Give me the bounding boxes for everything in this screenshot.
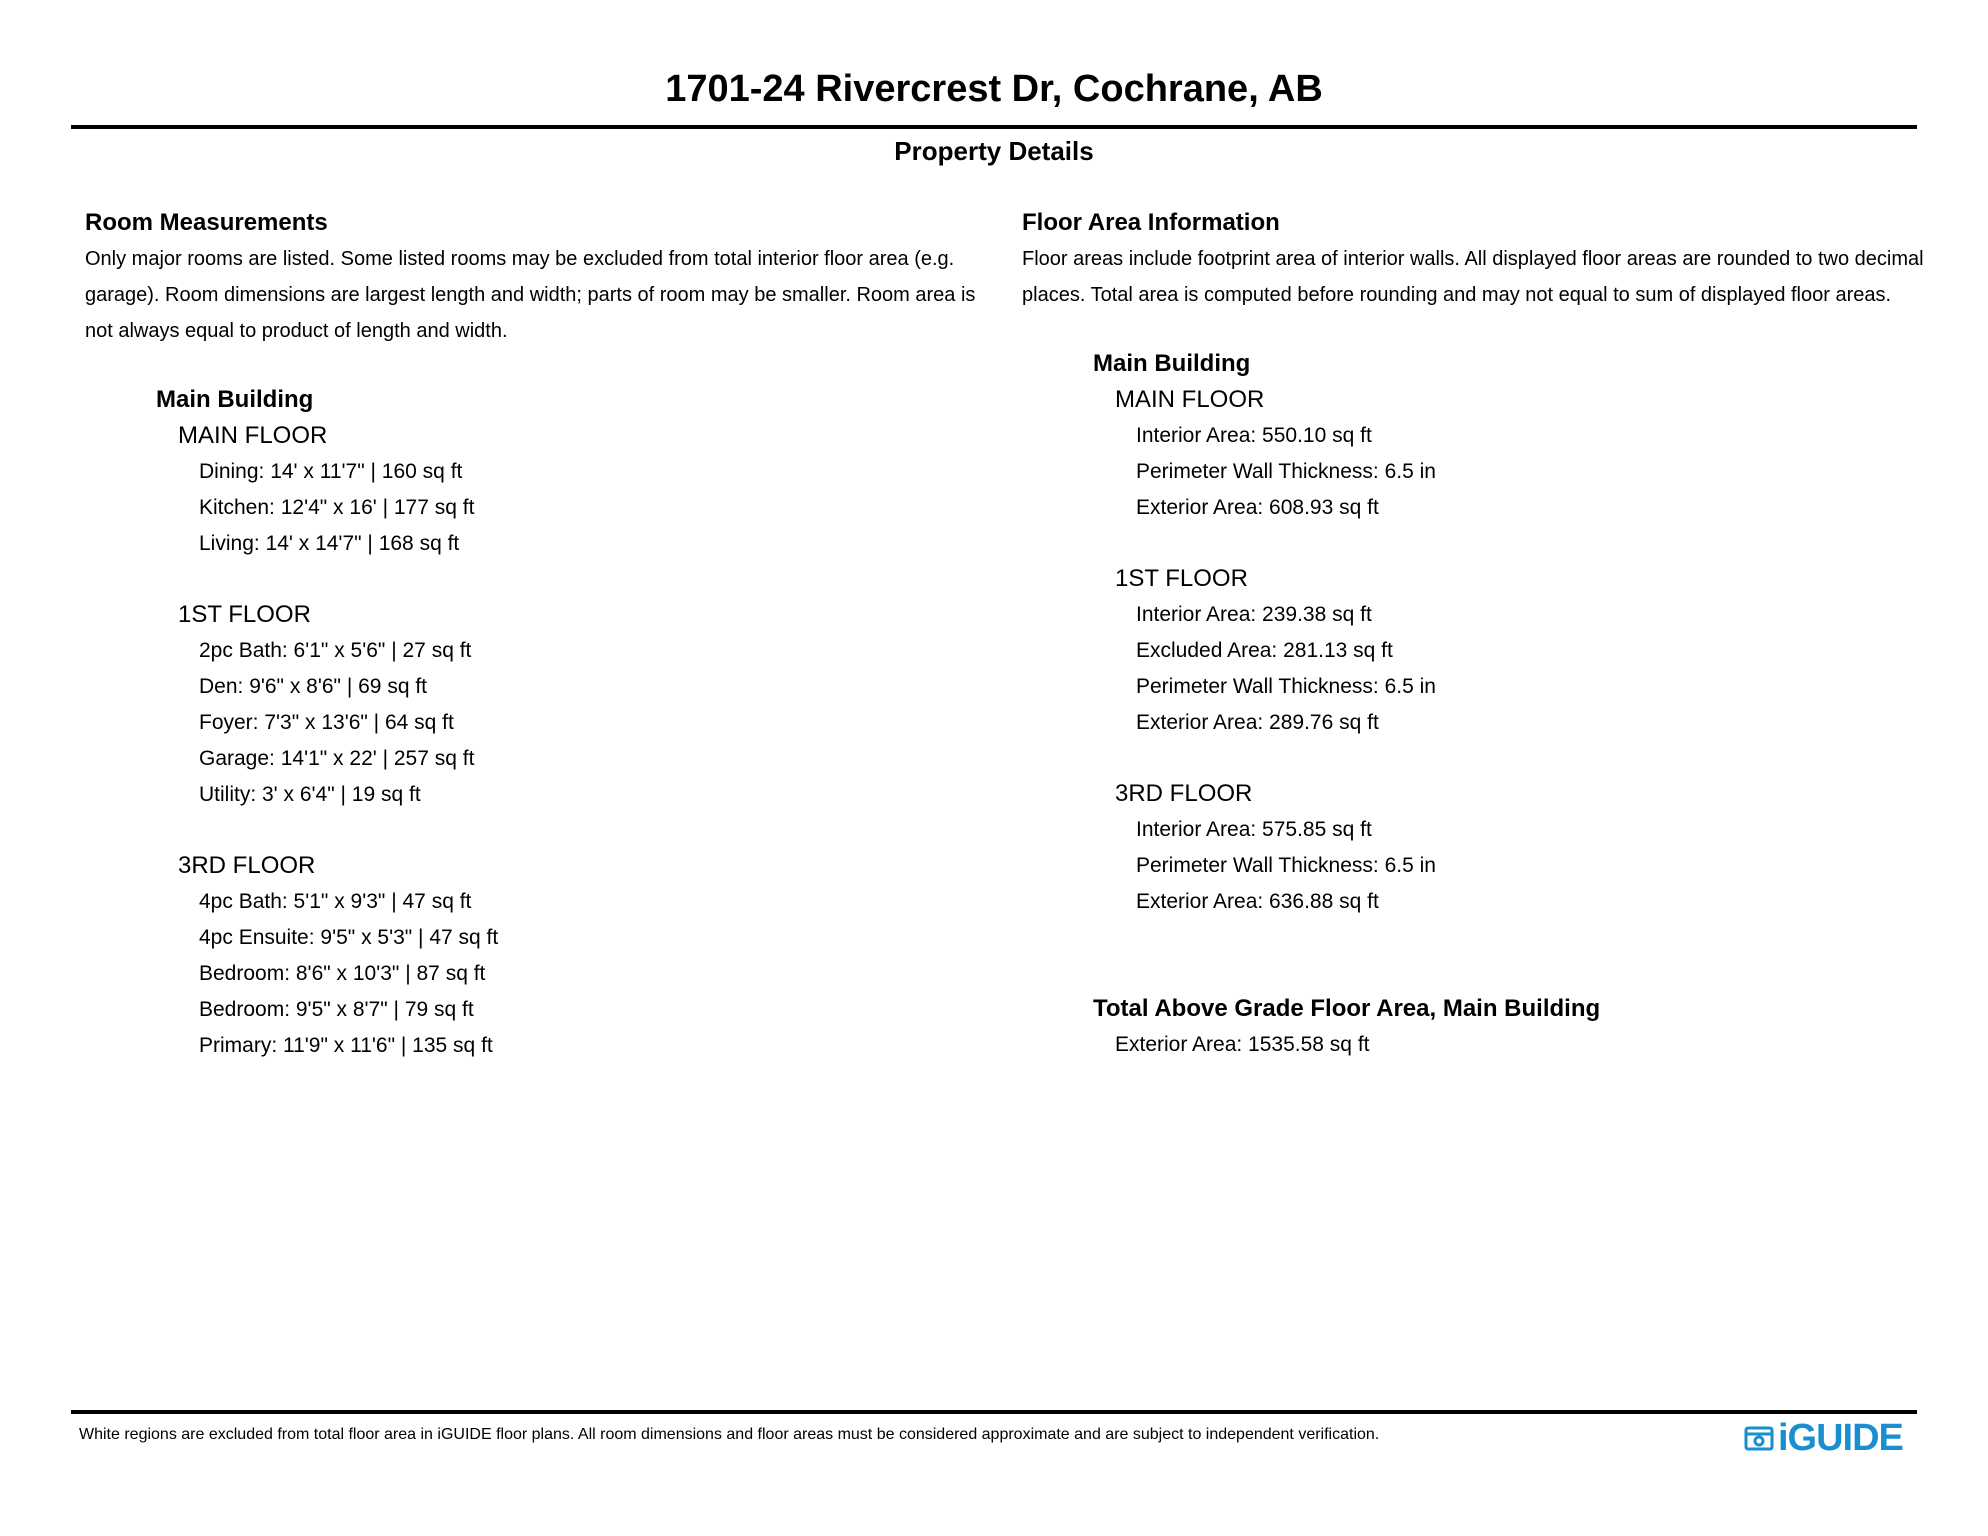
area-floor-1st: [1115, 561, 1932, 741]
floor-name: 1ST FLOOR: [178, 601, 311, 628]
floor-name: MAIN FLOOR: [1115, 386, 1265, 413]
room-floor-3rd: [178, 848, 995, 1064]
room-item: Bedroom: 8'6" x 10'3" | 87 sq ft: [199, 962, 486, 985]
room-item: Bedroom: 9'5" x 8'7" | 79 sq ft: [199, 998, 474, 1021]
floor-name: 3RD FLOOR: [178, 852, 316, 879]
floor-area-building: Main Building: [1093, 350, 1251, 377]
page-subtitle: Property Details: [894, 136, 1094, 166]
floor-name: MAIN FLOOR: [178, 422, 328, 449]
logo-text: iGUIDE: [1778, 1417, 1903, 1459]
room-item: Primary: 11'9" x 11'6" | 135 sq ft: [199, 1034, 493, 1057]
room-measurements-heading: Room Measurements: [85, 209, 328, 236]
room-measurements-section: [85, 205, 995, 1064]
room-item: Utility: 3' x 6'4" | 19 sq ft: [199, 783, 421, 806]
floor-name: 3RD FLOOR: [1115, 780, 1253, 807]
room-item: 4pc Bath: 5'1" x 9'3" | 47 sq ft: [199, 890, 472, 913]
iguide-camera-icon: [1744, 1423, 1774, 1453]
room-item: Garage: 14'1" x 22' | 257 sq ft: [199, 747, 475, 770]
title-divider: [71, 125, 1917, 129]
area-item: Interior Area: 575.85 sq ft: [1136, 818, 1372, 841]
floor-name: 1ST FLOOR: [1115, 565, 1248, 592]
room-item: Dining: 14' x 11'7" | 160 sq ft: [199, 460, 463, 483]
room-item: Den: 9'6" x 8'6" | 69 sq ft: [199, 675, 428, 698]
iguide-logo: [1744, 1416, 1903, 1460]
footer-divider: [71, 1410, 1917, 1414]
room-floor-1st: [178, 597, 995, 813]
floor-area-heading: Floor Area Information: [1022, 209, 1280, 236]
room-item: Foyer: 7'3" x 13'6" | 64 sq ft: [199, 711, 454, 734]
area-item: Exterior Area: 636.88 sq ft: [1136, 890, 1379, 913]
area-item: Excluded Area: 281.13 sq ft: [1136, 639, 1393, 662]
room-item: Kitchen: 12'4" x 16' | 177 sq ft: [199, 496, 475, 519]
room-item: 4pc Ensuite: 9'5" x 5'3" | 47 sq ft: [199, 926, 499, 949]
room-measurements-description: Only major rooms are listed. Some listed rooms may be excluded from total interior floor area (e.g. garage). Room dimensions are largest length and width; parts of room may be smaller. Room area is not always equal to product of length and width.: [85, 248, 976, 342]
area-item: Exterior Area: 608.93 sq ft: [1136, 496, 1379, 519]
area-item: Perimeter Wall Thickness: 6.5 in: [1136, 854, 1436, 877]
area-item: Interior Area: 550.10 sq ft: [1136, 424, 1372, 447]
area-item: Perimeter Wall Thickness: 6.5 in: [1136, 675, 1436, 698]
page-title: 1701-24 Rivercrest Dr, Cochrane, AB: [665, 68, 1323, 110]
room-item: Living: 14' x 14'7" | 168 sq ft: [199, 532, 460, 555]
room-item: 2pc Bath: 6'1" x 5'6" | 27 sq ft: [199, 639, 472, 662]
area-item: Interior Area: 239.38 sq ft: [1136, 603, 1372, 626]
floor-area-description: Floor areas include footprint area of interior walls. All displayed floor areas are rounded to two decimal places. Total area is computed before rounding and may not equal to sum of displayed floor areas.: [1022, 248, 1924, 306]
area-floor-main: [1115, 382, 1932, 526]
total-area-heading: Total Above Grade Floor Area, Main Building: [1093, 995, 1601, 1022]
room-measurements-building: Main Building: [156, 386, 314, 413]
footer-note: White regions are excluded from total floor area in iGUIDE floor plans. All room dimensions and floor areas must be considered approximate and are subject to independent verification.: [79, 1426, 1380, 1443]
area-item: Perimeter Wall Thickness: 6.5 in: [1136, 460, 1436, 483]
room-floor-main: [178, 418, 995, 562]
total-area-value: Exterior Area: 1535.58 sq ft: [1115, 1033, 1370, 1056]
area-item: Exterior Area: 289.76 sq ft: [1136, 711, 1379, 734]
area-floor-3rd: [1115, 776, 1932, 920]
floor-area-section: [1022, 205, 1932, 1063]
